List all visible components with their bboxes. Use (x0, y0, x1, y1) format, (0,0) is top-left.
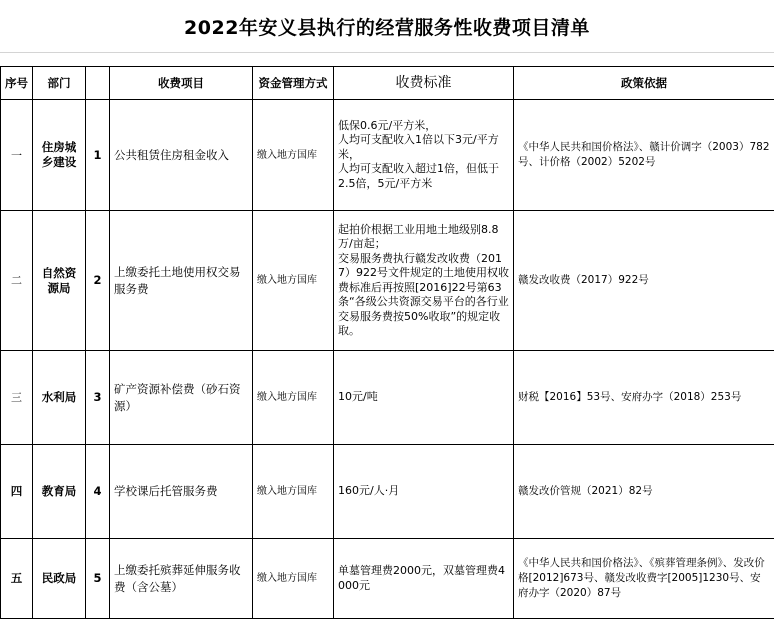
row-policy: 赣发改价管规（2021）82号 (514, 445, 774, 539)
row-standard: 低保0.6元/平方米， 人均可支配收入1倍以下3元/平方米， 人均可支配收入超过1倍，但低于2.5倍，5元/平方米 (334, 100, 514, 211)
row-policy: 《中华人民共和国价格法》、赣计价调字（2003）782号、计价格（2002）5202号 (514, 100, 774, 211)
row-seq: 五 (1, 539, 33, 619)
row-fund: 缴入地方国库 (253, 351, 334, 445)
row-fund: 缴入地方国库 (253, 100, 334, 211)
header-dept: 部门 (33, 67, 86, 100)
row-item: 上缴委托土地使用权交易服务费 (110, 211, 253, 351)
table-row (1, 100, 774, 211)
row-standard: 10元/吨 (334, 351, 514, 445)
page-title: 2022年安义县执行的经营服务性收费项目清单 (0, 0, 774, 52)
row-item: 学校课后托管服务费 (110, 445, 253, 539)
row-dept: 民政局 (33, 539, 86, 619)
row-standard: 单墓管理费2000元，双墓管理费4000元 (334, 539, 514, 619)
header-seq: 序号 (1, 67, 33, 100)
table-header-row (1, 67, 774, 100)
row-policy: 赣发改收费（2017）922号 (514, 211, 774, 351)
row-seq: 四 (1, 445, 33, 539)
row-dept: 自然资源局 (33, 211, 86, 351)
table-row (1, 211, 774, 351)
row-no: 5 (86, 539, 110, 619)
row-item: 上缴委托殡葬延伸服务收费（含公墓） (110, 539, 253, 619)
row-policy: 财税【2016】53号、安府办字（2018）253号 (514, 351, 774, 445)
row-no: 2 (86, 211, 110, 351)
row-seq: 三 (1, 351, 33, 445)
spacer-row (0, 52, 774, 67)
row-no: 3 (86, 351, 110, 445)
row-dept: 教育局 (33, 445, 86, 539)
row-standard: 160元/人·月 (334, 445, 514, 539)
header-fund: 资金管理方式 (253, 67, 334, 100)
row-no: 4 (86, 445, 110, 539)
row-seq: 二 (1, 211, 33, 351)
row-fund: 缴入地方国库 (253, 211, 334, 351)
row-no: 1 (86, 100, 110, 211)
row-dept: 住房城乡建设 (33, 100, 86, 211)
table-row (1, 445, 774, 539)
row-item: 公共租赁住房租金收入 (110, 100, 253, 211)
fee-table (0, 66, 774, 619)
row-fund: 缴入地方国库 (253, 539, 334, 619)
table-row (1, 351, 774, 445)
header-policy: 政策依据 (514, 67, 774, 100)
header-item: 收费项目 (110, 67, 253, 100)
row-seq: 一 (1, 100, 33, 211)
row-item: 矿产资源补偿费（砂石资源） (110, 351, 253, 445)
row-policy: 《中华人民共和国价格法》、《殡葬管理条例》、发改价格[2012]673号、赣发改收费字[2005]1230号、安府办字（2020）87号 (514, 539, 774, 619)
row-fund: 缴入地方国库 (253, 445, 334, 539)
table-row (1, 539, 774, 619)
header-no (86, 67, 110, 100)
header-standard: 收费标准 (334, 67, 514, 100)
row-standard: 起拍价根据工业用地土地级别8.8万/亩起； 交易服务费执行赣发改收费（2017）922号文件规定的土地使用权收费标准后再按照[2016]22号第63条“各级公共资源交易平台的各行业交易服务费按50%收取”的规定收取。 (334, 211, 514, 351)
row-dept: 水利局 (33, 351, 86, 445)
